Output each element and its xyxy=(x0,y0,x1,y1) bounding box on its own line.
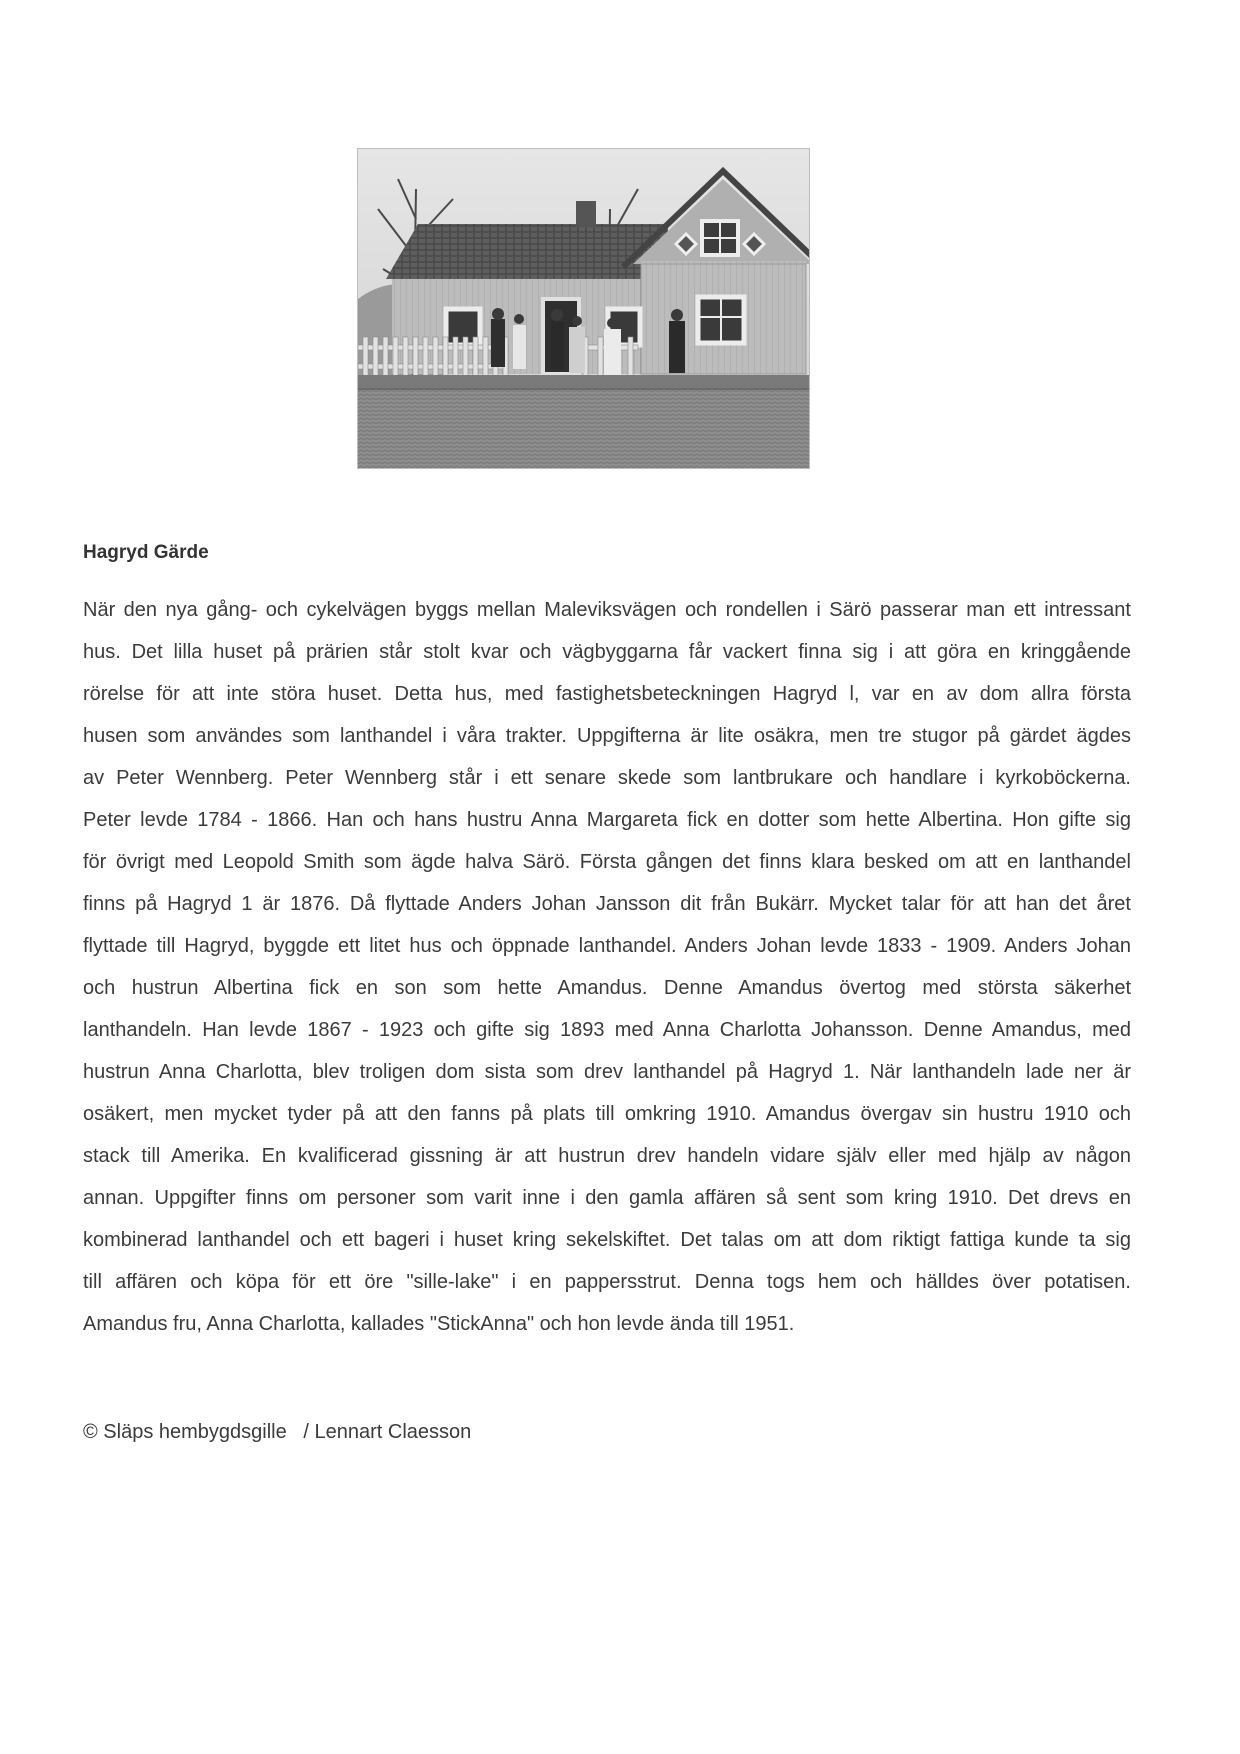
house-photo-illustration xyxy=(358,149,809,468)
copyright-credit: © Släps hembygdsgille / Lennart Claesson xyxy=(83,1421,472,1443)
body-line: kombinerad lanthandel och ett bageri i huset kring sekelskiftet. Det talas om att dom riktigt fattiga kunde ta sig xyxy=(83,1229,1131,1251)
body-line: husen som användes som lanthandel i våra trakter. Uppgifterna är lite osäkra, men tre stugor på gärdet ägdes xyxy=(83,725,1131,747)
body-line: När den nya gång- och cykelvägen byggs mellan Maleviksvägen och rondellen i Särö passerar man ett intressant xyxy=(83,599,1131,621)
body-line: hus. Det lilla huset på prärien står stolt kvar och vägbyggarna får vackert finna sig i att göra en kringgående xyxy=(83,641,1131,663)
body-line: stack till Amerika. En kvalificerad gissning är att hustrun drev handeln vidare själv eller med hjälp av någon xyxy=(83,1145,1131,1167)
body-line: lanthandeln. Han levde 1867 - 1923 och gifte sig 1893 med Anna Charlotta Johansson. Denne Amandus, med xyxy=(83,1019,1131,1041)
body-line: finns på Hagryd 1 är 1876. Då flyttade Anders Johan Jansson dit från Bukärr. Mycket talar för att han det året xyxy=(83,893,1131,915)
body-line: flyttade till Hagryd, byggde ett litet hus och öppnade lanthandel. Anders Johan levde 1833 - 1909. Anders Johan xyxy=(83,935,1131,957)
house-photo xyxy=(357,148,810,469)
body-line: för övrigt med Leopold Smith som ägde halva Särö. Första gången det finns klara besked om att en lanthandel xyxy=(83,851,1131,873)
body-line: osäkert, men mycket tyder på att den fanns på plats till omkring 1910. Amandus övergav sin hustru 1910 och xyxy=(83,1103,1131,1125)
body-line: rörelse för att inte störa huset. Detta hus, med fastighetsbeteckningen Hagryd l, var en av dom allra första xyxy=(83,683,1131,705)
article-title: Hagryd Gärde xyxy=(83,542,209,563)
body-line: hustrun Anna Charlotta, blev troligen dom sista som drev lanthandel på Hagryd 1. När lanthandeln lade ner är xyxy=(83,1061,1131,1083)
article-body xyxy=(83,589,1131,1345)
body-line: Peter levde 1784 - 1866. Han och hans hustru Anna Margareta fick en dotter som hette Albertina. Hon gifte sig xyxy=(83,809,1131,831)
body-line: annan. Uppgifter finns om personer som varit inne i den gamla affären så sent som kring 1910. Det drevs en xyxy=(83,1187,1131,1209)
body-line: och hustrun Albertina fick en son som hette Amandus. Denne Amandus övertog med största säkerhet xyxy=(83,977,1131,999)
body-line: Amandus fru, Anna Charlotta, kallades "StickAnna" och hon levde ända till 1951. xyxy=(83,1313,795,1335)
body-line: av Peter Wennberg. Peter Wennberg står i ett senare skede som lantbrukare och handlare i kyrkoböckerna. xyxy=(83,767,1131,789)
body-line: till affären och köpa för ett öre "sille-lake" i en pappersstrut. Denna togs hem och hälldes över potatisen. xyxy=(83,1271,1131,1293)
